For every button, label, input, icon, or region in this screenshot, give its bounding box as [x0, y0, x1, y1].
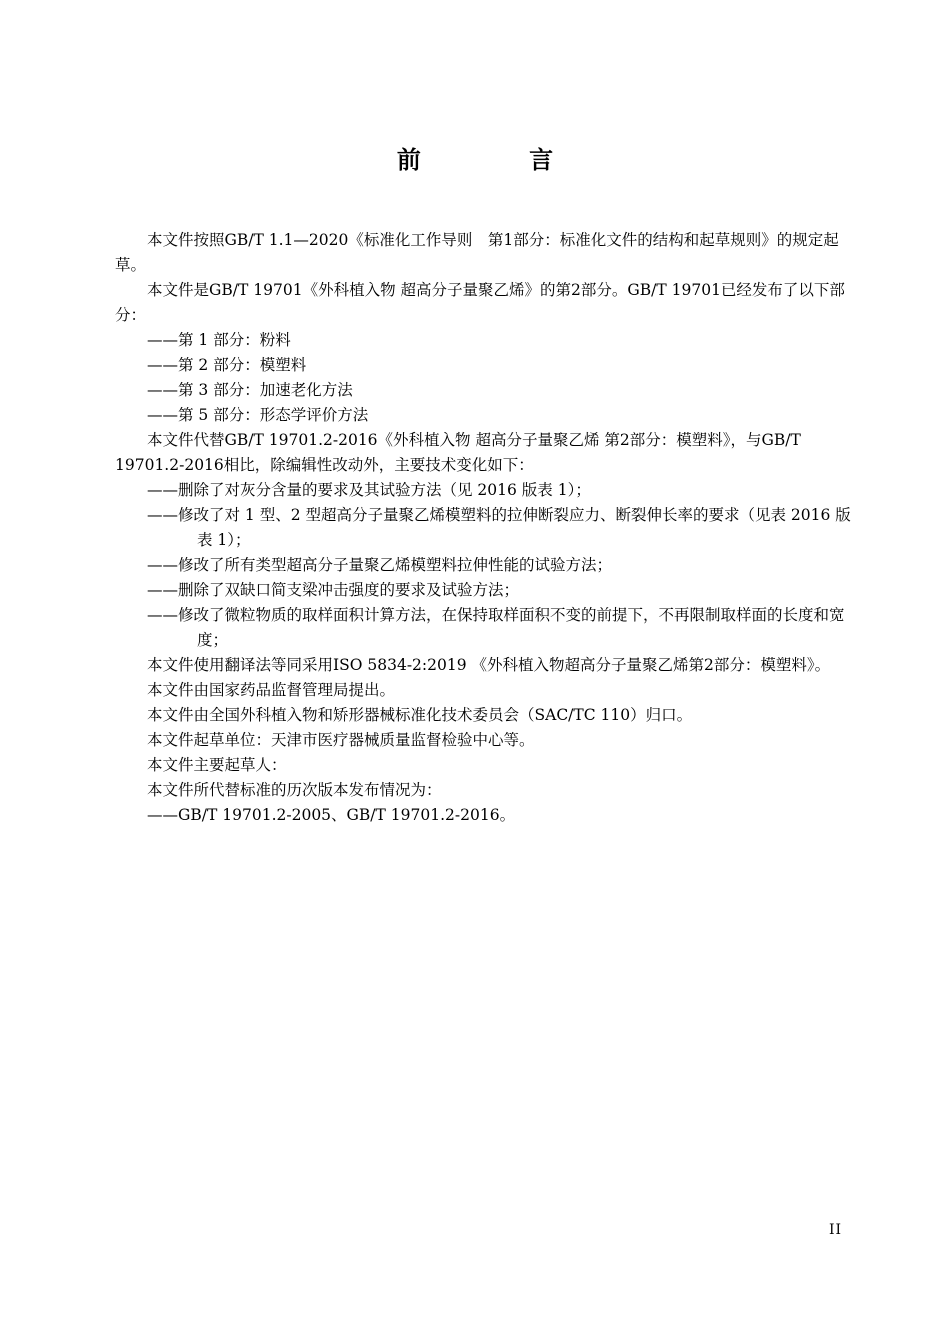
paragraph-replacement: 本文件代替GB/T 19701.2-2016《外科植入物 超高分子量聚乙烯 第2部分：模塑料》，与GB/T 19701.2-2016相比，除编辑性改动外，主要技术变化如下：: [115, 431, 801, 474]
list-item-change5: ——修改了微粒物质的取样面积计算方法，在保持取样面积不变的前提下，不再限制取样面的长度和宽度；: [147, 606, 845, 649]
list-item-part3: ——第 3 部分：加速老化方法: [147, 381, 353, 399]
list-item-history: ——GB/T 19701.2-2005、GB/T 19701.2-2016。: [147, 806, 516, 824]
list-item-change1: ——删除了对灰分含量的要求及其试验方法（见 2016 版表 1）；: [147, 481, 591, 499]
paragraph-proposer: 本文件由国家药品监督管理局提出。: [147, 681, 396, 699]
list-item-part2: ——第 2 部分：模塑料: [147, 356, 307, 374]
paragraph-series-info: 本文件是GB/T 19701《外科植入物 超高分子量聚乙烯》的第2部分。GB/T 19701已经发布了以下部分：: [115, 281, 845, 324]
list-item-change2: ——修改了对 1 型、2 型超高分子量聚乙烯模塑料的拉伸断裂应力、断裂伸长率的要求（见表 2016 版表 1）；: [147, 506, 851, 549]
list-item-part5: ——第 5 部分：形态学评价方法: [147, 406, 369, 424]
paragraph-drafters: 本文件主要起草人：: [147, 756, 287, 774]
paragraph-history-intro: 本文件所代替标准的历次版本发布情况为：: [147, 781, 442, 799]
page-number: II: [828, 1222, 842, 1238]
page-title: 前 言: [396, 146, 604, 174]
paragraph-drafting-unit: 本文件起草单位：天津市医疗器械质量监督检验中心等。: [147, 731, 535, 749]
foreword-body: [115, 228, 860, 828]
list-item-part1: ——第 1 部分：粉料: [147, 331, 291, 349]
paragraph-iso-adoption: 本文件使用翻译法等同采用ISO 5834-2:2019 《外科植入物超高分子量聚乙烯第2部分：模塑料》。: [147, 656, 831, 674]
paragraph-committee: 本文件由全国外科植入物和矫形器械标准化技术委员会（SAC/TC 110）归口。: [147, 706, 693, 724]
list-item-change4: ——删除了双缺口简支梁冲击强度的要求及试验方法；: [147, 581, 520, 599]
paragraph-drafting-rules: 本文件按照GB/T 1.1—2020《标准化工作导则 第1部分：标准化文件的结构和起草规则》的规定起草。: [115, 231, 839, 274]
list-item-change3: ——修改了所有类型超高分子量聚乙烯模塑料拉伸性能的试验方法；: [147, 556, 613, 574]
